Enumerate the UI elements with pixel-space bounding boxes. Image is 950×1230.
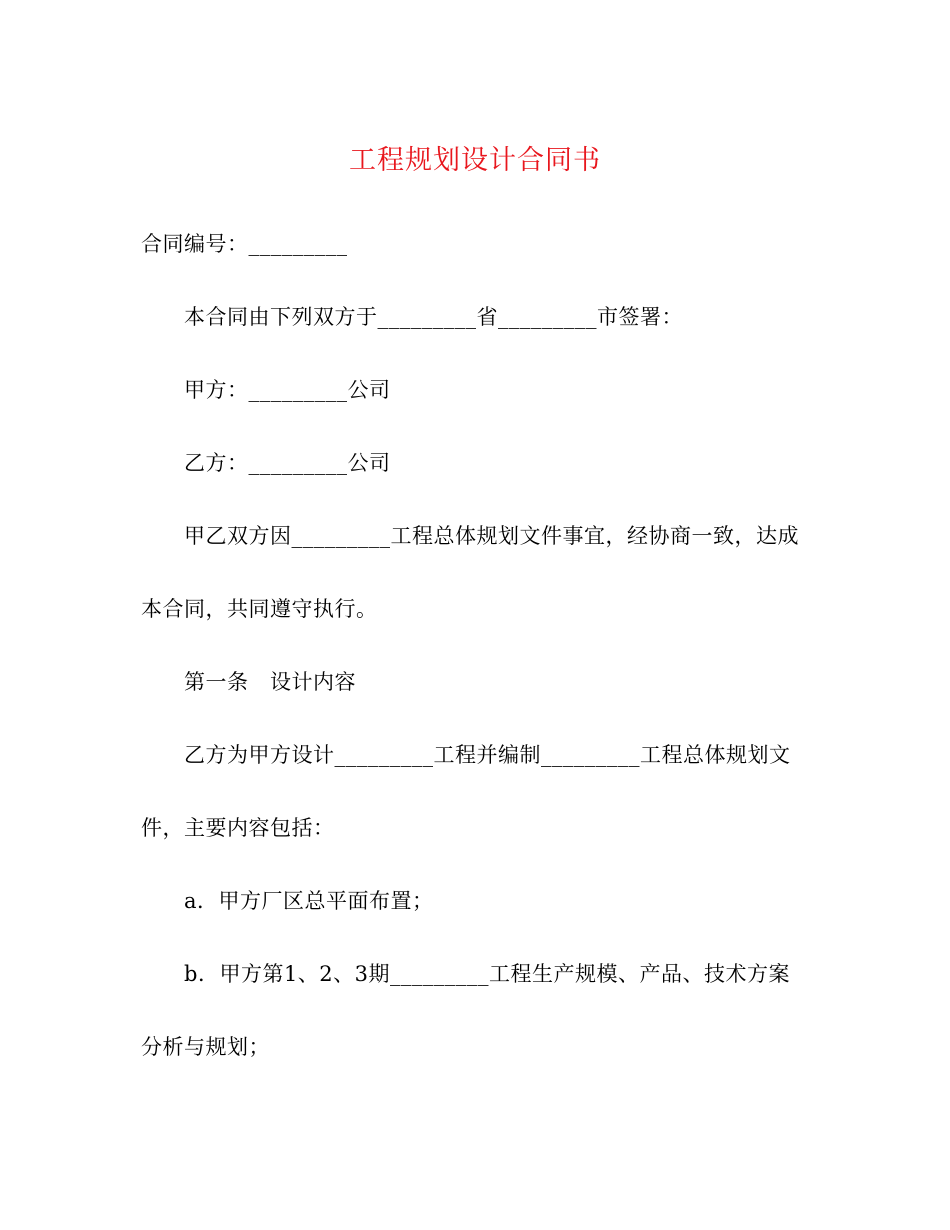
preamble-line-2: 本合同，共同遵守执行。 [141, 597, 378, 621]
signing-place-line: 本合同由下列双方于_________省_________市签署： [184, 305, 683, 329]
item-b-line-1: b．甲方第1、2、3期_________工程生产规模、产品、技术方案 [184, 962, 791, 986]
party-b-line: 乙方：_________公司 [184, 451, 391, 475]
article-1-body-line-2: 件，主要内容包括： [141, 816, 335, 840]
party-a-line: 甲方：_________公司 [184, 378, 391, 402]
article-1-heading: 第一条 设计内容 [184, 670, 356, 694]
contract-number-line: 合同编号：_________ [141, 232, 348, 256]
item-b-line-2: 分析与规划； [141, 1035, 270, 1059]
preamble-line-1: 甲乙双方因_________工程总体规划文件事宜，经协商一致，达成 [184, 524, 799, 548]
item-a-line: a．甲方厂区总平面布置； [184, 889, 434, 913]
article-1-body-line-1: 乙方为甲方设计_________工程并编制_________工程总体规划文 [184, 743, 791, 767]
document-title: 工程规划设计合同书 [349, 145, 601, 176]
